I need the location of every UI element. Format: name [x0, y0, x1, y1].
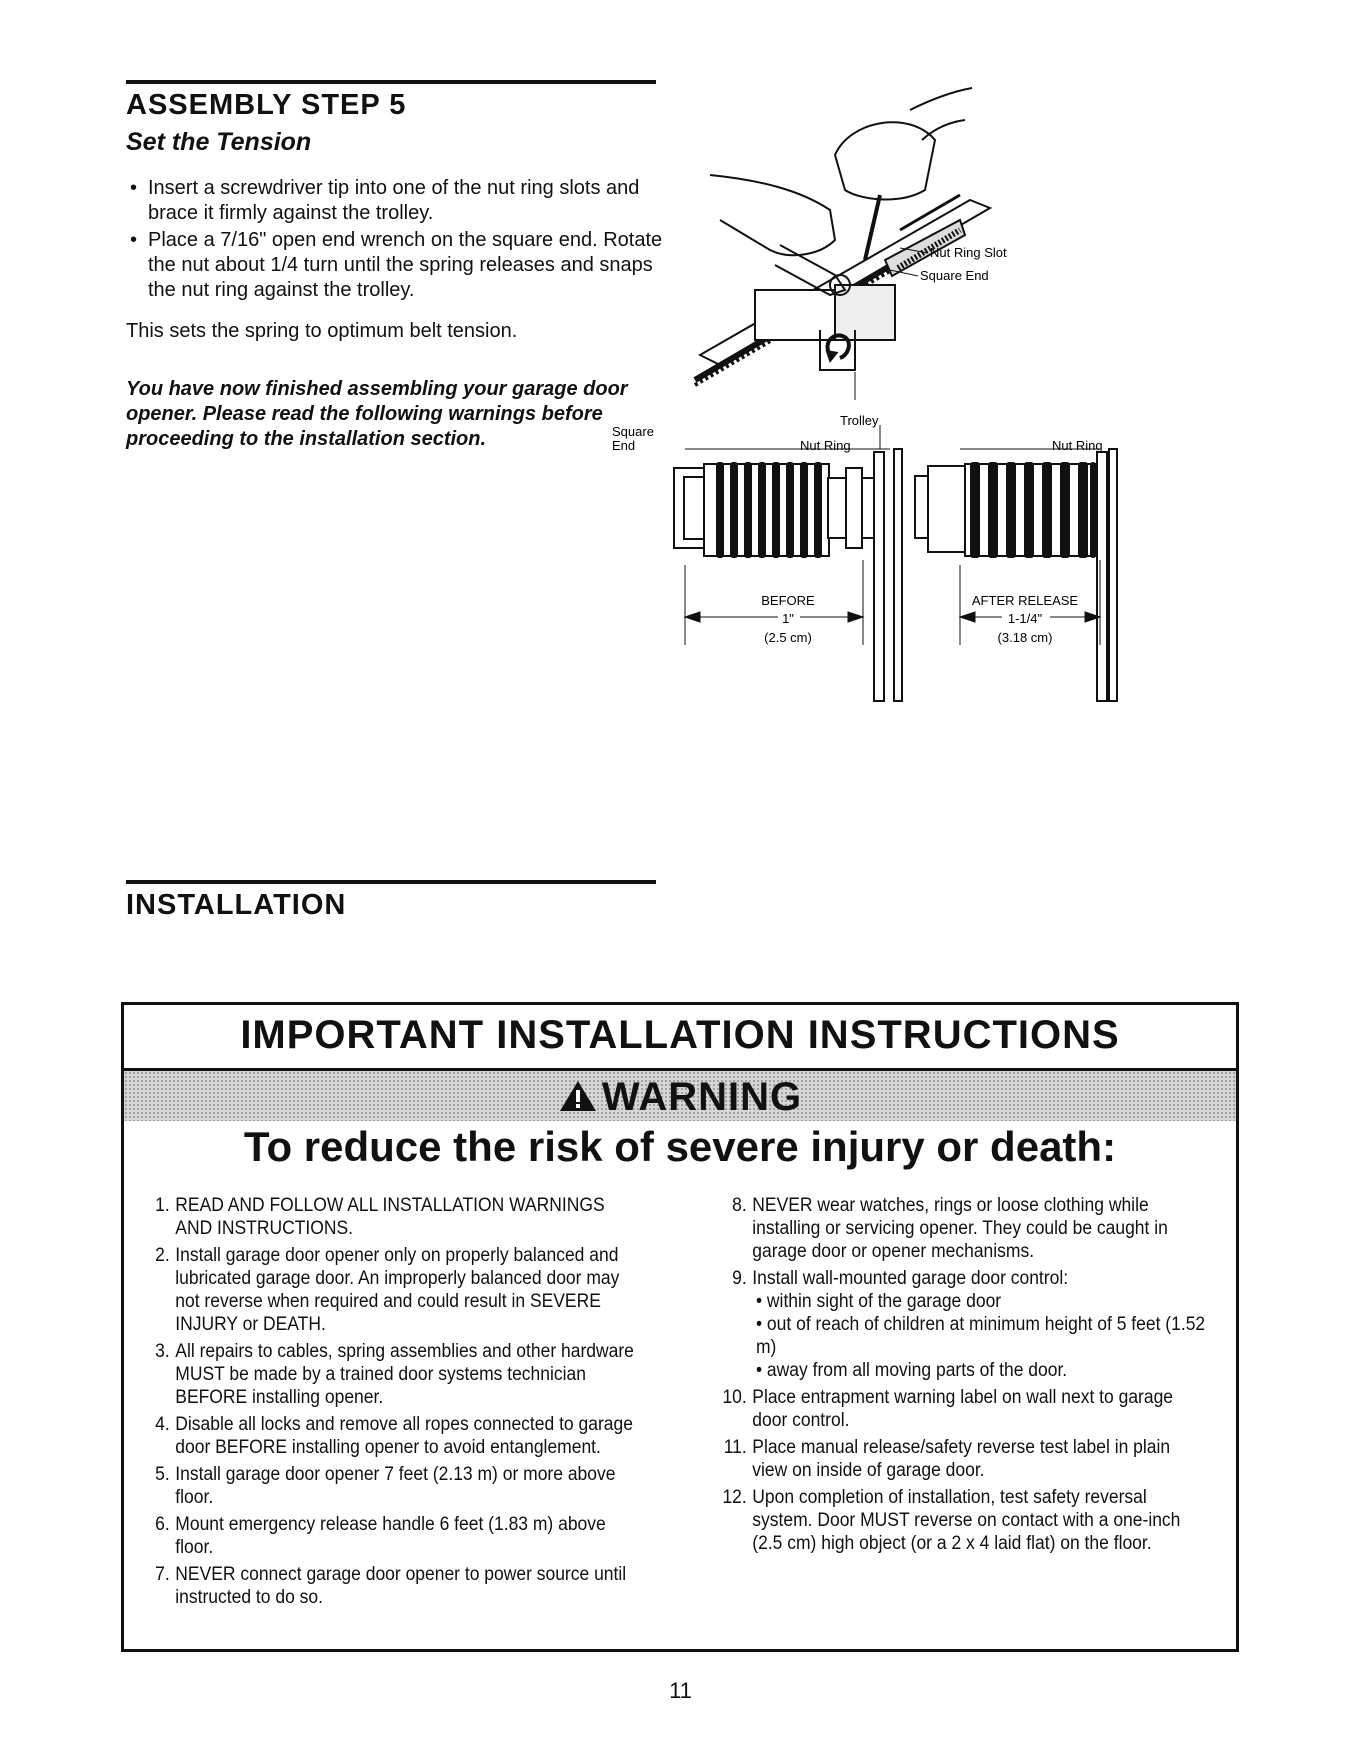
label-before-cm: (2.5 cm) — [764, 630, 812, 645]
list-item: 4. Disable all locks and remove all ropes connected to garage door BEFORE installing opener to avoid entanglement. — [155, 1414, 633, 1458]
list-item: 12. Upon completion of installation, test safety reversal system. Door MUST reverse on contact with a one-inch (2.5 cm) high object (or a 2 x 4 laid flat) on the floor. — [722, 1487, 1181, 1554]
list-item: 7. NEVER connect garage door opener to power source until instructed to do so. — [155, 1564, 627, 1608]
page-number: 11 — [669, 1678, 692, 1703]
tension-figure — [612, 80, 1250, 670]
label-after: AFTER RELEASE — [971, 593, 1079, 608]
list-item: 2. Install garage door opener only on properly balanced and lubricated garage door. An improperly balanced door may not reverse when required and could result in SEVERE INJURY or DEATH. — [155, 1245, 620, 1335]
warning-box — [121, 1002, 1239, 1652]
sub-item: • out of reach of children at minimum height of 5 feet (1.52 m) — [755, 1314, 1206, 1358]
label-before-len: 1" — [782, 611, 794, 626]
step-top-rule — [126, 80, 656, 84]
warning-list-left — [144, 1194, 641, 1613]
step-bullet: • Place a 7/16" open end wrench on the square end. Rotate the nut about 1/4 turn until the spring releases and snaps the nut ring against the trolley. — [126, 228, 666, 303]
list-item: 11. Place manual release/safety reverse test label in plain view on inside of garage door. — [723, 1437, 1171, 1481]
step-subtitle: Set the Tension — [126, 128, 312, 156]
warning-box-title: IMPORTANT INSTALLATION INSTRUCTIONS — [240, 1013, 1120, 1057]
list-item: 5. Install garage door opener 7 feet (2.13 m) or more above floor. — [155, 1464, 616, 1508]
installation-top-rule — [126, 880, 656, 884]
list-item: 1. READ AND FOLLOW ALL INSTALLATION WARNINGS AND INSTRUCTIONS. — [155, 1195, 605, 1239]
sets-text: This sets the spring to optimum belt tension. — [126, 320, 518, 342]
warning-icon — [558, 1079, 598, 1113]
list-item: 8. NEVER wear watches, rings or loose clothing while installing or servicing opener. They could be caught in garage door or opener mechanisms. — [732, 1195, 1168, 1262]
label-end: End — [612, 438, 636, 453]
step-bullet-list — [126, 176, 666, 305]
trolley-illustration — [695, 88, 990, 400]
warning-list-right — [721, 1194, 1209, 1559]
label-square: Square — [612, 424, 654, 439]
warning-subtitle: To reduce the risk of severe injury or death: — [243, 1123, 1117, 1170]
list-item: 10. Place entrapment warning label on wall next to garage door control. — [722, 1387, 1174, 1431]
warning-label: WARNING — [601, 1075, 803, 1119]
label-nut-ring-before: Nut Ring — [800, 438, 851, 453]
label-before: BEFORE — [761, 593, 815, 608]
installation-title: INSTALLATION — [126, 889, 347, 921]
finished-note: You have now finished assembling your garage door opener. Please read the following warnings before proceeding to the installation section. — [126, 378, 628, 450]
warning-heading — [124, 1075, 1236, 1120]
list-item: 9. Install wall-mounted garage door control: • within sight of the garage door • out of reach of children at minimum height of 5 feet (1.52 m) • away from all moving parts of the door. — [721, 1267, 1209, 1382]
label-trolley: Trolley — [840, 413, 879, 428]
list-item: 6. Mount emergency release handle 6 feet (1.83 m) above floor. — [155, 1514, 606, 1558]
step-bullet: • Insert a screwdriver tip into one of the nut ring slots and brace it firmly against the trolley. — [126, 176, 666, 226]
label-after-len: 1-1/4" — [1007, 611, 1043, 626]
label-square-end: Square End — [920, 268, 989, 283]
list-item: 3. All repairs to cables, spring assemblies and other hardware MUST be made by a trained door systems technician BEFORE installing opener. — [155, 1341, 634, 1408]
sub-item: • away from all moving parts of the door. — [755, 1360, 1068, 1381]
label-after-cm: (3.18 cm) — [997, 630, 1053, 645]
step-title: ASSEMBLY STEP 5 — [126, 89, 407, 121]
label-nut-ring-slot: Nut Ring Slot — [930, 245, 1007, 260]
label-nut-ring-after: Nut Ring — [1052, 438, 1103, 453]
sub-item: • within sight of the garage door — [755, 1291, 1002, 1312]
